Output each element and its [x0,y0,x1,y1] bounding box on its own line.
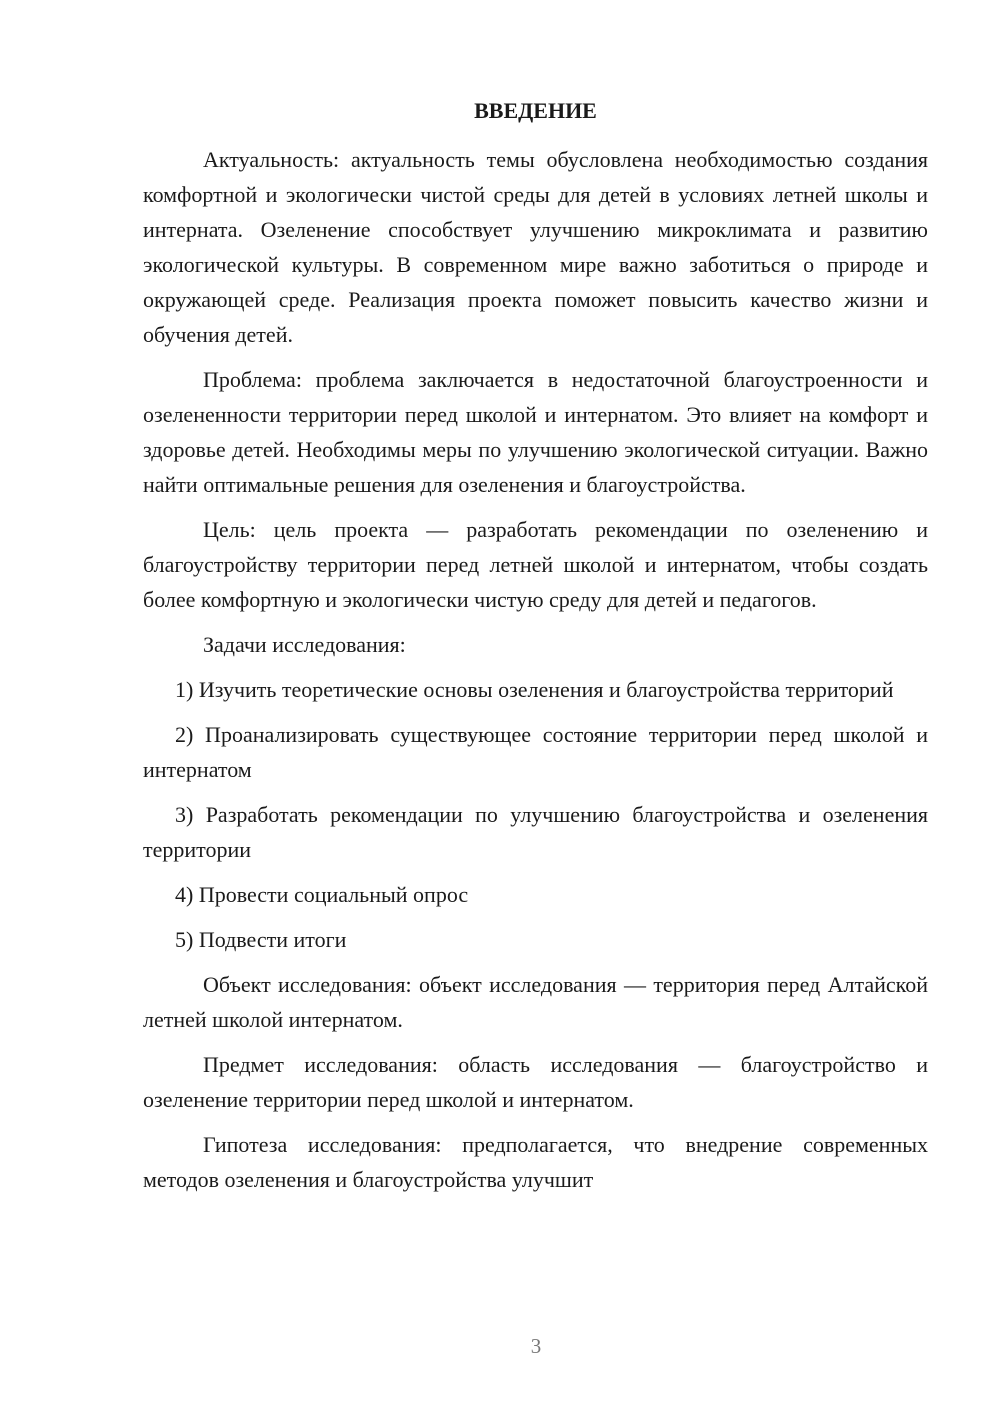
object-paragraph: Объект исследования: объект исследования — территория перед Алтайской летней школой интернатом. [143,972,928,1032]
goal-paragraph: Цель: цель проекта — разработать рекомендации по озеленению и благоустройству территории перед летней школой и интернатом, чтобы создать более комфортную и экологически чистую среду для детей и педагогов. [143,517,928,612]
task-item: 4) Провести социальный опрос [175,882,469,907]
section-heading: ВВЕДЕНИЕ [474,98,597,123]
document-body [143,142,928,1197]
task-item: 2) Проанализировать существующее состояние территории перед школой и интернатом [143,722,928,782]
relevance-paragraph: Актуальность: актуальность темы обусловлена необходимостью создания комфортной и экологически чистой среды для детей в условиях летней школы и интерната. Озеленение способствует улучшению микроклимата и развитию экологической культуры. В современном мире важно заботиться о природе и окружающей среде. Реализация проекта поможет повысить качество жизни и обучения детей. [143,147,928,347]
tasks-heading: Задачи исследования: [203,632,406,657]
page-number: 3 [530,1334,542,1358]
problem-paragraph: Проблема: проблема заключается в недостаточной благоустроенности и озелененности территории перед школой и интернатом. Это влияет на комфорт и здоровье детей. Необходимы меры по улучшению экологической ситуации. Важно найти оптимальные решения для озеленения и благоустройства. [143,367,928,497]
task-item: 1) Изучить теоретические основы озеленения и благоустройства территорий [175,677,894,702]
task-item: 5) Подвести итоги [175,927,347,952]
task-item: 3) Разработать рекомендации по улучшению благоустройства и озеленения территории [143,802,928,862]
subject-paragraph: Предмет исследования: область исследования — благоустройство и озеленение территории перед школой и интернатом. [143,1052,928,1112]
hypothesis-paragraph: Гипотеза исследования: предполагается, что внедрение современных методов озеленения и благоустройства улучшит [143,1132,928,1192]
